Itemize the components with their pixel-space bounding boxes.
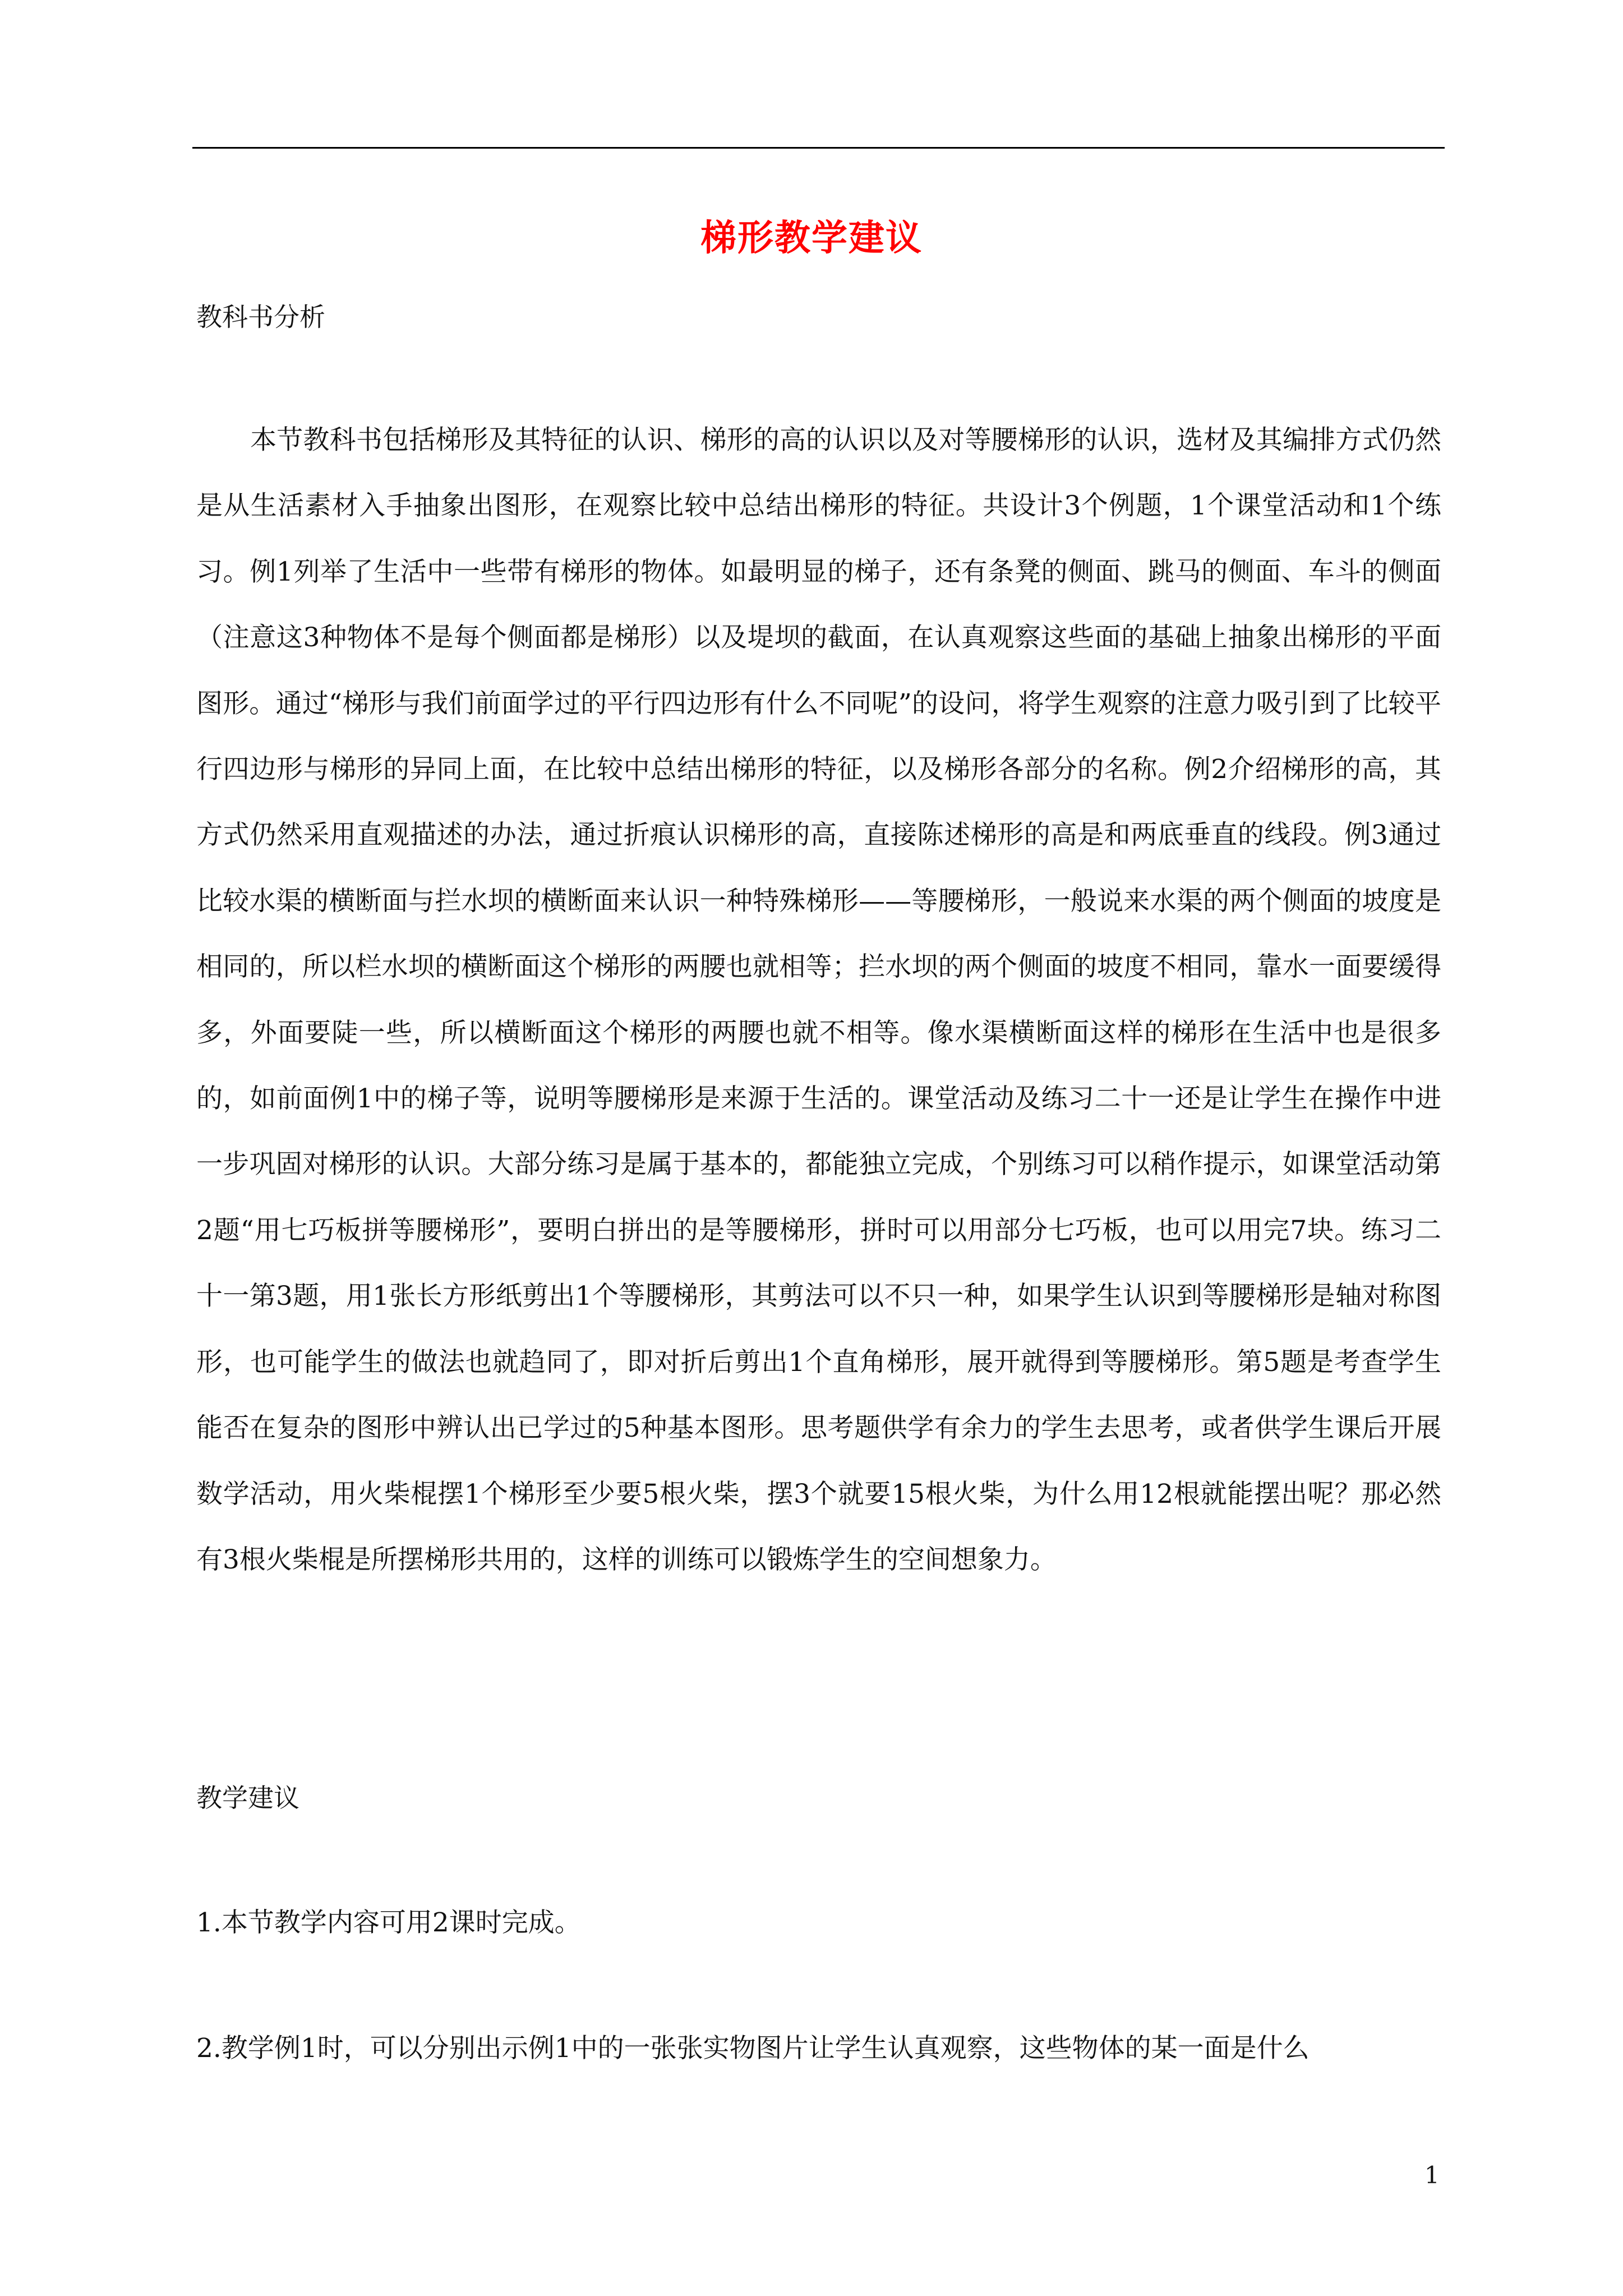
suggestion-item-1: 1.本节教学内容可用2课时完成。 — [196, 1907, 581, 1938]
analysis-paragraph: 本节教科书包括梯形及其特征的认识、梯形的高的认识以及对等腰梯形的认识，选材及其编排方式仍然是从生活素材入手抽象出图形，在观察比较中总结出梯形的特征。共设计3个例题，1个课堂活动和1个练习。例1列举了生活中一些带有梯形的物体。如最明显的梯子，还有条凳的侧面、跳马的侧面、车斗的侧面（注意这3种物体不是每个侧面都是梯形）以及堤坝的截面，在认真观察这些面的基础上抽象出梯形的平面图形。通过“梯形与我们前面学过的平行四边形有什么不同呢”的设问，将学生观察的注意力吸引到了比较平行四边形与梯形的异同上面，在比较中总结出梯形的特征，以及梯形各部分的名称。例2介绍梯形的高，其方式仍然采用直观描述的办法，通过折痕认识梯形的高，直接陈述梯形的高是和两底垂直的线段。例3通过比较水渠的横断面与拦水坝的横断面来认识一种特殊梯形——等腰梯形，一般说来水渠的两个侧面的坡度是相同的，所以栏水坝的横断面这个梯形的两腰也就相等；拦水坝的两个侧面的坡度不相同，靠水一面要缓得多，外面要陡一些，所以横断面这个梯形的两腰也就不相等。像水渠横断面这样的梯形在生活中也是很多的，如前面例1中的梯子等，说明等腰梯形是来源于生活的。课堂活动及练习二十一还是让学生在操作中进一步巩固对梯形的认识。大部分练习是属于基本的，都能独立完成，个别练习可以稍作提示，如课堂活动第2题“用七巧板拼等腰梯形”，要明白拼出的是等腰梯形，拼时可以用部分七巧板，也可以用完7块。练习二十一第3题，用1张长方形纸剪出1个等腰梯形，其剪法可以不只一种，如果学生认识到等腰梯形是轴对称图形，也可能学生的做法也就趋同了，即对折后剪出1个直角梯形，展开就得到等腰梯形。第5题是考查学生能否在复杂的图形中辨认出已学过的5种基本图形。思考题供学有余力的学生去思考，或者供学生课后开展数学活动，用火柴棍摆1个梯形至少要5根火柴，摆3个就要15根火柴，为什么用12根就能摆出呢？那必然有3根火柴棍是所摆梯形共用的，这样的训练可以锻炼学生的空间想象力。 — [196, 425, 1441, 1575]
document-title: 梯形教学建议 — [700, 217, 923, 259]
section-heading-textbook-analysis: 教科书分析 — [196, 302, 325, 332]
section-heading-teaching-suggestions: 教学建议 — [196, 1783, 299, 1813]
suggestion-item-2: 2.教学例1时，可以分别出示例1中的一张张实物图片让学生认真观察，这些物体的某一面是什么 — [196, 2033, 1310, 2064]
page-number: 1 — [1424, 2161, 1440, 2189]
header-rule — [192, 147, 1445, 149]
